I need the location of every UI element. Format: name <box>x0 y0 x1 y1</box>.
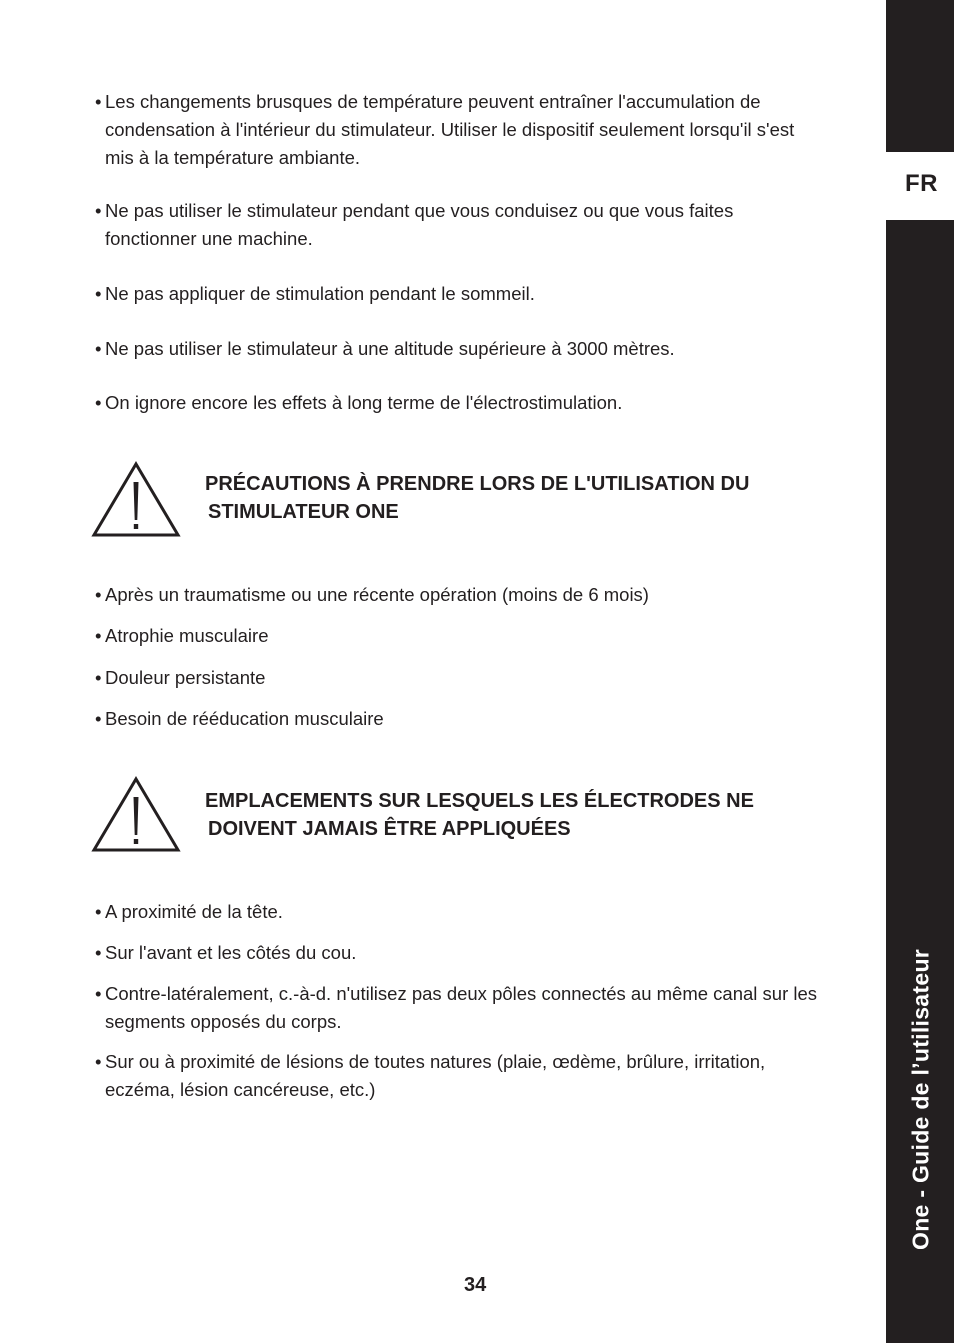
section-heading-line: STIMULATEUR ONE <box>208 501 399 523</box>
section-heading <box>205 470 845 526</box>
list-item <box>95 622 865 650</box>
list-item-line: On ignore encore les effets à long terme de l'électrostimulation. <box>105 392 623 413</box>
bullet: • <box>95 338 102 359</box>
bullet: • <box>95 983 102 1004</box>
list-item-line: Besoin de rééducation musculaire <box>105 708 384 729</box>
bullet: • <box>95 708 102 729</box>
list-item <box>95 197 865 253</box>
list-item-line: Atrophie musculaire <box>105 625 269 646</box>
bullet: • <box>95 283 102 304</box>
warning-triangle-icon <box>91 460 181 538</box>
list-item-line: Sur l'avant et les côtés du cou. <box>105 942 357 963</box>
list-item <box>95 389 865 417</box>
section-heading-line: EMPLACEMENTS SUR LESQUELS LES ÉLECTRODES NE <box>205 790 754 812</box>
page-number: 34 <box>464 1274 487 1296</box>
language-label: FR <box>905 170 938 197</box>
list-item <box>95 664 865 692</box>
bullet: • <box>95 392 102 413</box>
bullet: • <box>95 584 102 605</box>
section-heading <box>205 787 845 843</box>
list-item-line: Douleur persistante <box>105 667 266 688</box>
bullet: • <box>95 1051 102 1072</box>
bullet: • <box>95 200 102 221</box>
sidebar-top <box>886 0 954 152</box>
list-item <box>95 88 865 172</box>
list-item <box>95 898 865 926</box>
bullet: • <box>95 625 102 646</box>
list-item-line: Ne pas utiliser le stimulateur à une altitude supérieure à 3000 mètres. <box>105 338 675 359</box>
list-item-line: A proximité de la tête. <box>105 901 283 922</box>
section-heading-line: DOIVENT JAMAIS ÊTRE APPLIQUÉES <box>208 818 571 840</box>
section-heading-line: PRÉCAUTIONS À PRENDRE LORS DE L'UTILISATION DU <box>205 473 750 495</box>
list-item <box>95 939 865 967</box>
list-item-line: fonctionner une machine. <box>105 228 313 249</box>
list-item-line: Sur ou à proximité de lésions de toutes natures (plaie, œdème, brûlure, irritation, <box>105 1051 766 1072</box>
list-item <box>95 980 865 1036</box>
bullet: • <box>95 667 102 688</box>
list-item-line: Après un traumatisme ou une récente opération (moins de 6 mois) <box>105 584 649 605</box>
list-item <box>95 581 865 609</box>
list-item-line: Contre-latéralement, c.-à-d. n'utilisez pas deux pôles connectés au même canal sur les <box>105 983 818 1004</box>
bullet: • <box>95 901 102 922</box>
list-item <box>95 1048 865 1104</box>
list-item-line: segments opposés du corps. <box>105 1011 342 1032</box>
list-item-line: eczéma, lésion cancéreuse, etc.) <box>105 1079 376 1100</box>
list-item-line: Ne pas appliquer de stimulation pendant le sommeil. <box>105 283 535 304</box>
list-item-line: mis à la température ambiante. <box>105 147 361 168</box>
list-item <box>95 280 865 308</box>
list-item-line: Ne pas utiliser le stimulateur pendant que vous conduisez ou que vous faites <box>105 200 734 221</box>
list-item-line: condensation à l'intérieur du stimulateur. Utiliser le dispositif seulement lorsqu'il s'est <box>105 119 795 140</box>
list-item <box>95 705 865 733</box>
list-item-line: Les changements brusques de température peuvent entraîner l'accumulation de <box>105 91 761 112</box>
guide-title: One - Guide de l’utilisateur <box>907 948 934 1250</box>
bullet: • <box>95 91 102 112</box>
bullet: • <box>95 942 102 963</box>
warning-triangle-icon <box>91 775 181 853</box>
list-item <box>95 335 865 363</box>
